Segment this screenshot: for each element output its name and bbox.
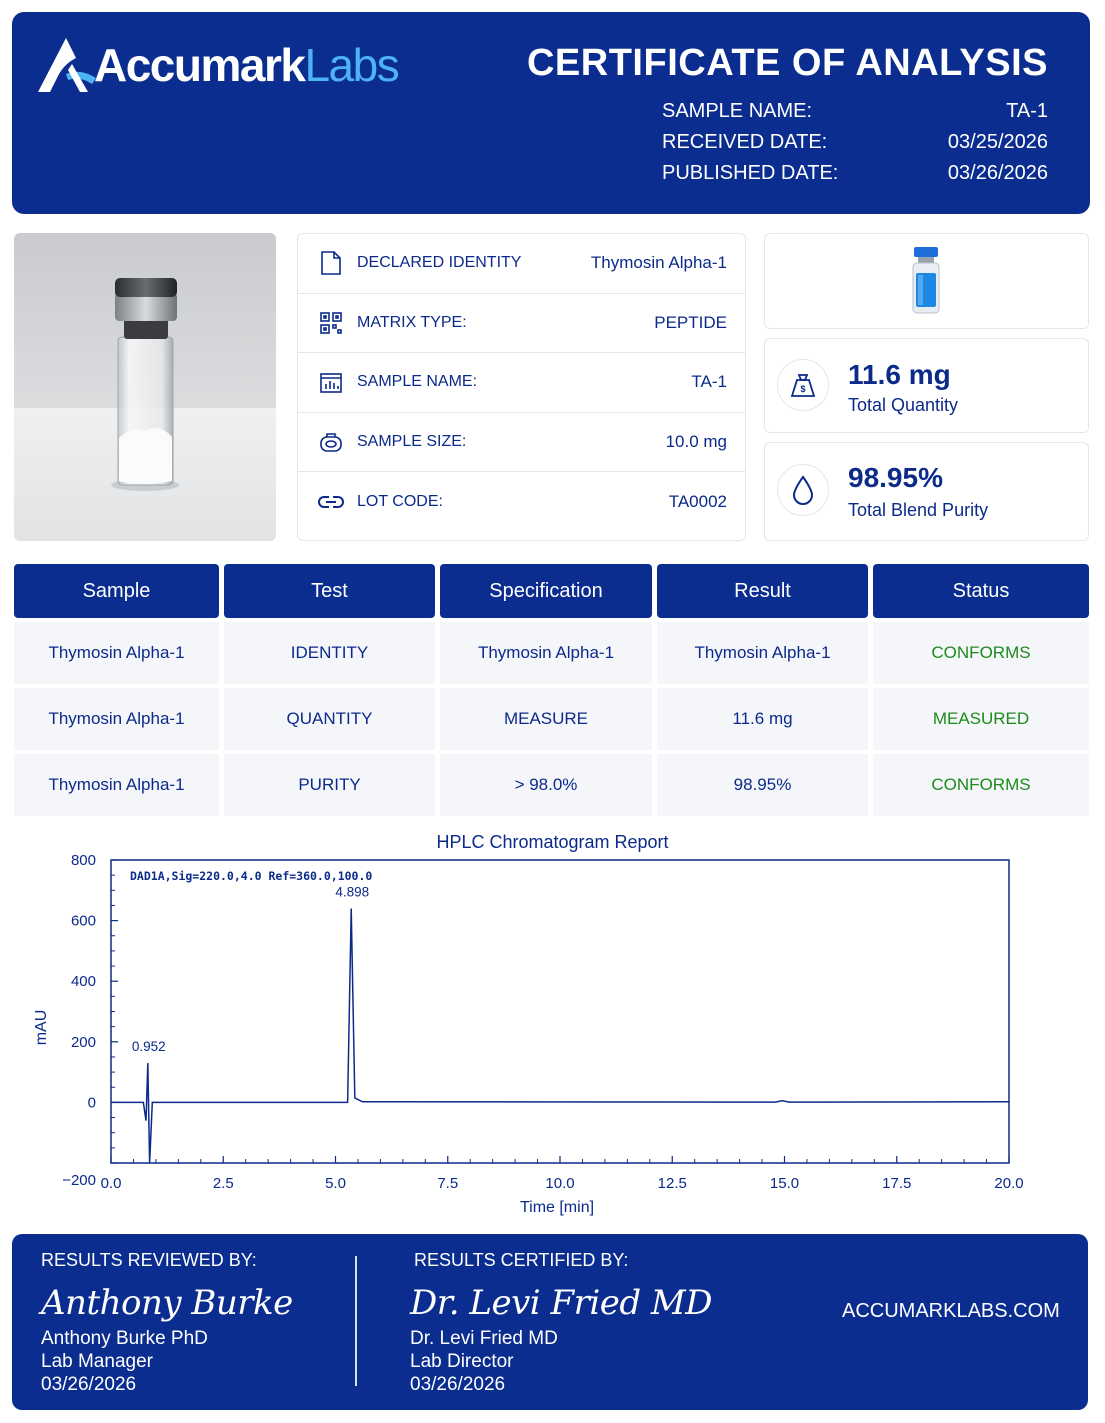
x-tick-label: 12.5 — [657, 1175, 687, 1192]
col-header-test: Test — [224, 564, 435, 618]
y-axis-label: mAU — [33, 1009, 50, 1046]
cell-sample: Thymosin Alpha-1 — [14, 754, 219, 816]
logo-text-accent: Labs — [304, 39, 399, 91]
chart-title: HPLC Chromatogram Report — [436, 832, 669, 852]
cell-sample: Thymosin Alpha-1 — [14, 622, 219, 684]
info-label: SAMPLE SIZE: — [357, 433, 467, 451]
x-tick-label: 2.5 — [212, 1175, 234, 1192]
total-quantity-card — [764, 338, 1089, 433]
meta-value: 03/25/2026 — [947, 131, 1048, 153]
footer-divider — [355, 1256, 357, 1386]
meta-label: RECEIVED DATE: — [662, 131, 828, 153]
reviewed-role: Lab Manager — [41, 1351, 153, 1372]
info-label: MATRIX TYPE: — [357, 313, 467, 331]
reviewed-date: 03/26/2026 — [41, 1374, 137, 1395]
x-tick-label: 10.0 — [545, 1175, 575, 1192]
certified-signature: Dr. Levi Fried MD — [410, 1283, 712, 1323]
certificate-title: CERTIFICATE OF ANALYSIS — [526, 42, 1048, 84]
info-row-sample-size — [298, 413, 745, 473]
meta-value: 03/26/2026 — [947, 162, 1048, 184]
info-label: DECLARED IDENTITY — [357, 254, 522, 272]
sample-info-panel — [297, 233, 746, 541]
total-quantity-value: 11.6 mg — [848, 359, 951, 390]
col-header-specification: Specification — [440, 564, 652, 618]
info-value: TA0002 — [668, 492, 727, 512]
lab-chart-icon — [318, 369, 344, 395]
reviewed-heading: RESULTS REVIEWED BY: — [41, 1250, 257, 1270]
x-tick-label: 7.5 — [437, 1175, 459, 1192]
y-tick-label: 800 — [70, 852, 96, 869]
cell-specification: Thymosin Alpha-1 — [440, 622, 652, 684]
meta-label: SAMPLE NAME: — [662, 100, 813, 122]
info-row-sample-name — [298, 353, 745, 413]
reviewed-by-block — [41, 1250, 293, 1396]
certified-role: Lab Director — [410, 1351, 514, 1372]
y-tick-label: 200 — [70, 1033, 96, 1051]
accumark-logo — [36, 34, 398, 96]
x-axis-label: Time [min] — [519, 1199, 595, 1216]
certified-date: 03/26/2026 — [410, 1374, 506, 1395]
reviewed-signature: Anthony Burke — [41, 1283, 293, 1323]
col-header-result: Result — [657, 564, 868, 618]
y-tick-label: 600 — [70, 912, 96, 930]
website-link[interactable]: ACCUMARKLABS.COM — [842, 1300, 1060, 1322]
cell-specification: > 98.0% — [440, 754, 652, 816]
y-tick-label: −200 — [62, 1172, 96, 1189]
info-value: TA-1 — [691, 372, 727, 392]
logo-text-main: Accumark — [94, 39, 305, 91]
total-purity-card — [764, 442, 1089, 541]
header-banner — [12, 12, 1090, 214]
certified-by-block — [410, 1250, 712, 1396]
cell-test: IDENTITY — [224, 622, 435, 684]
total-quantity-label: Total Quantity — [848, 395, 959, 415]
signal-label: DAD1A,Sig=220.0,4.0 Ref=360.0,100.0 — [130, 869, 373, 883]
reviewed-name: Anthony Burke PhD — [41, 1328, 208, 1349]
info-label: LOT CODE: — [357, 493, 443, 511]
meta-label: PUBLISHED DATE: — [662, 162, 839, 184]
weight-box-icon — [318, 429, 344, 455]
info-row-matrix-type — [298, 294, 745, 354]
weight-icon — [777, 359, 829, 411]
cell-test: QUANTITY — [224, 688, 435, 750]
chromatogram-trace — [111, 908, 1009, 1163]
svg-text:$: $ — [800, 384, 806, 394]
x-tick-label: 15.0 — [769, 1175, 800, 1192]
y-tick-label: 400 — [70, 973, 96, 991]
y-tick-label: 0 — [87, 1094, 96, 1112]
hplc-chromatogram — [0, 850, 1105, 1230]
product-photo — [14, 233, 276, 541]
cell-sample: Thymosin Alpha-1 — [14, 688, 219, 750]
cell-status: MEASURED — [873, 688, 1089, 750]
col-header-status: Status — [873, 564, 1089, 618]
logo-a-mark-icon — [36, 34, 100, 96]
cell-result: Thymosin Alpha-1 — [657, 622, 868, 684]
x-tick-label: 5.0 — [325, 1175, 346, 1192]
meta-sample-name — [662, 100, 1048, 123]
meta-value: TA-1 — [1006, 100, 1048, 122]
vial-photo-icon — [14, 233, 276, 541]
info-value: Thymosin Alpha-1 — [590, 253, 727, 273]
info-value: PEPTIDE — [654, 312, 727, 332]
cell-result: 11.6 mg — [657, 688, 868, 750]
peak-label: 0.952 — [131, 1039, 166, 1055]
vial-card — [764, 233, 1089, 329]
cell-specification: MEASURE — [440, 688, 652, 750]
peak-label: 4.898 — [335, 884, 370, 900]
x-tick-label: 20.0 — [994, 1175, 1024, 1192]
info-row-lot-code — [298, 472, 745, 532]
vial-icon — [911, 247, 941, 315]
meta-received-date — [662, 131, 1048, 154]
info-label: SAMPLE NAME: — [357, 373, 478, 391]
droplet-icon — [777, 464, 829, 516]
cell-status: CONFORMS — [873, 754, 1089, 816]
cell-result: 98.95% — [657, 754, 868, 816]
x-tick-label: 0.0 — [100, 1175, 122, 1192]
total-purity-label: Total Blend Purity — [848, 500, 989, 520]
certified-heading: RESULTS CERTIFIED BY: — [414, 1250, 629, 1270]
info-row-declared-identity — [298, 234, 745, 294]
certified-name: Dr. Levi Fried MD — [410, 1328, 558, 1349]
meta-published-date — [662, 162, 1048, 185]
signature-footer — [12, 1234, 1088, 1410]
document-icon — [318, 250, 344, 276]
col-header-sample: Sample — [14, 564, 219, 618]
total-purity-value: 98.95% — [848, 462, 943, 493]
link-icon — [318, 489, 344, 515]
x-tick-label: 17.5 — [882, 1175, 912, 1192]
cell-test: PURITY — [224, 754, 435, 816]
info-value: 10.0 mg — [665, 432, 727, 452]
plot-frame — [111, 860, 1009, 1163]
cell-status: CONFORMS — [873, 622, 1089, 684]
qr-grid-icon — [318, 310, 344, 336]
